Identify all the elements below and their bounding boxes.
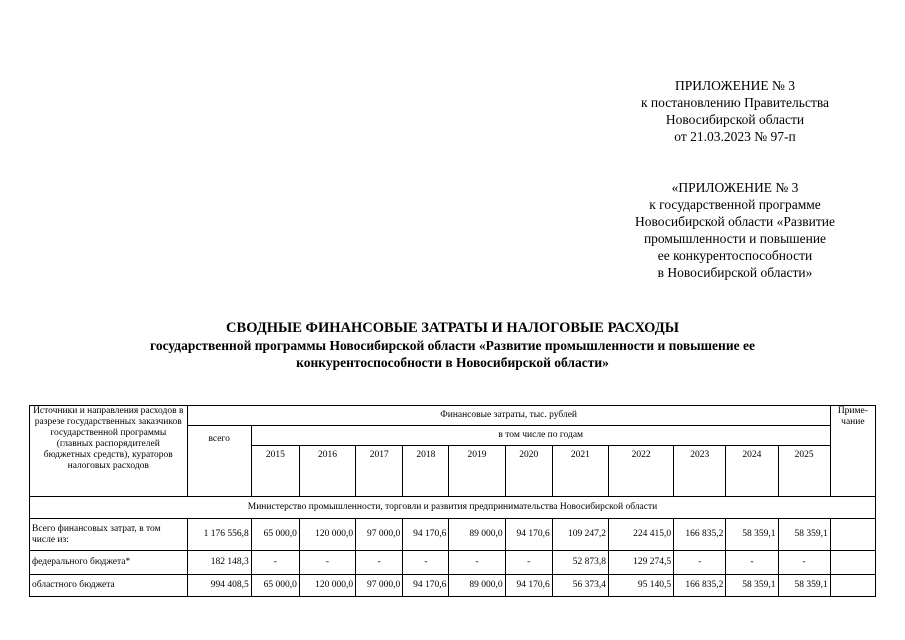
row-note bbox=[830, 519, 875, 551]
row-value: 94 170,6 bbox=[505, 575, 552, 597]
row-note bbox=[830, 551, 875, 575]
row-value: 58 359,1 bbox=[778, 575, 830, 597]
row-value: - bbox=[449, 551, 505, 575]
row-value: - bbox=[674, 551, 726, 575]
header-note: Приме-чание bbox=[830, 406, 875, 497]
row-value: 58 359,1 bbox=[726, 575, 778, 597]
header-total: всего bbox=[187, 426, 251, 497]
document-title bbox=[60, 320, 845, 371]
appendix-line: ПРИЛОЖЕНИЕ № 3 bbox=[674, 78, 796, 93]
row-label: Всего финансовых затрат, в том числе из: bbox=[30, 519, 188, 551]
row-value: 58 359,1 bbox=[726, 519, 778, 551]
row-total: 182 148,3 bbox=[187, 551, 251, 575]
row-value: 52 873,8 bbox=[552, 551, 608, 575]
section-ministry: Министерство промышленности, торговли и развития предпринимательства Новосибирской области bbox=[30, 497, 876, 519]
row-value: 97 000,0 bbox=[356, 519, 403, 551]
title-line-1: СВОДНЫЕ ФИНАНСОВЫЕ ЗАТРАТЫ И НАЛОГОВЫЕ РАСХОДЫ bbox=[226, 320, 679, 336]
table-row bbox=[30, 575, 876, 597]
header-year: 2022 bbox=[608, 446, 673, 497]
row-value: 65 000,0 bbox=[251, 575, 299, 597]
appendix-line: промышленности и повышение bbox=[643, 231, 827, 246]
row-value: 109 247,2 bbox=[552, 519, 608, 551]
appendix-line: ее конкурентоспособности bbox=[657, 248, 813, 263]
row-value: 166 835,2 bbox=[674, 575, 726, 597]
row-value: 120 000,0 bbox=[299, 575, 355, 597]
row-value: 129 274,5 bbox=[608, 551, 673, 575]
row-value: - bbox=[403, 551, 449, 575]
header-by-years: в том числе по годам bbox=[251, 426, 830, 446]
appendix-line: от 21.03.2023 № 97-п bbox=[674, 129, 796, 144]
header-year: 2023 bbox=[674, 446, 726, 497]
row-value: 65 000,0 bbox=[251, 519, 299, 551]
appendix-line: в Новосибирской области» bbox=[657, 265, 813, 280]
row-value: 120 000,0 bbox=[299, 519, 355, 551]
header-row-1 bbox=[30, 406, 876, 426]
row-value: 97 000,0 bbox=[356, 575, 403, 597]
table-row bbox=[30, 551, 876, 575]
row-total: 1 176 556,8 bbox=[187, 519, 251, 551]
table-row bbox=[30, 519, 876, 551]
row-note bbox=[830, 575, 875, 597]
header-year: 2015 bbox=[251, 446, 299, 497]
header-year: 2018 bbox=[403, 446, 449, 497]
title-line-3: конкурентоспособности в Новосибирской области» bbox=[296, 355, 609, 370]
row-value: - bbox=[356, 551, 403, 575]
row-label: федерального бюджета* bbox=[30, 551, 188, 575]
appendix-block-resolution bbox=[590, 77, 880, 145]
appendix-line: Новосибирской области «Развитие bbox=[635, 214, 835, 229]
row-value: 94 170,6 bbox=[403, 519, 449, 551]
row-total: 994 408,5 bbox=[187, 575, 251, 597]
header-year: 2017 bbox=[356, 446, 403, 497]
header-year: 2024 bbox=[726, 446, 778, 497]
row-value: 94 170,6 bbox=[505, 519, 552, 551]
header-costs: Финансовые затраты, тыс. рублей bbox=[187, 406, 830, 426]
row-value: - bbox=[505, 551, 552, 575]
appendix-line: к постановлению Правительства bbox=[640, 95, 830, 110]
row-value: 166 835,2 bbox=[674, 519, 726, 551]
header-year: 2025 bbox=[778, 446, 830, 497]
row-value: 89 000,0 bbox=[449, 575, 505, 597]
header-year: 2016 bbox=[299, 446, 355, 497]
appendix-line: к государственной программе bbox=[649, 197, 821, 212]
header-year: 2021 bbox=[552, 446, 608, 497]
row-value: 94 170,6 bbox=[403, 575, 449, 597]
appendix-line: Новосибирской области bbox=[665, 112, 805, 127]
row-value: - bbox=[726, 551, 778, 575]
row-value: 224 415,0 bbox=[608, 519, 673, 551]
row-label: областного бюджета bbox=[30, 575, 188, 597]
row-value: 56 373,4 bbox=[552, 575, 608, 597]
header-sources: Источники и направления расходов в разрезе государственных заказчиков государственной программы (главных распорядителей бюджетных средств), кураторов налоговых расходов bbox=[30, 406, 188, 497]
row-value: - bbox=[251, 551, 299, 575]
header-year: 2020 bbox=[505, 446, 552, 497]
financial-table bbox=[29, 405, 876, 597]
appendix-block-program bbox=[590, 179, 880, 281]
appendix-line: «ПРИЛОЖЕНИЕ № 3 bbox=[671, 180, 799, 195]
row-value: - bbox=[778, 551, 830, 575]
header-year: 2019 bbox=[449, 446, 505, 497]
row-value: 58 359,1 bbox=[778, 519, 830, 551]
row-value: - bbox=[299, 551, 355, 575]
row-value: 89 000,0 bbox=[449, 519, 505, 551]
title-line-2: государственной программы Новосибирской области «Развитие промышленности и повышение ее bbox=[150, 338, 755, 353]
row-value: 95 140,5 bbox=[608, 575, 673, 597]
section-row bbox=[30, 497, 876, 519]
